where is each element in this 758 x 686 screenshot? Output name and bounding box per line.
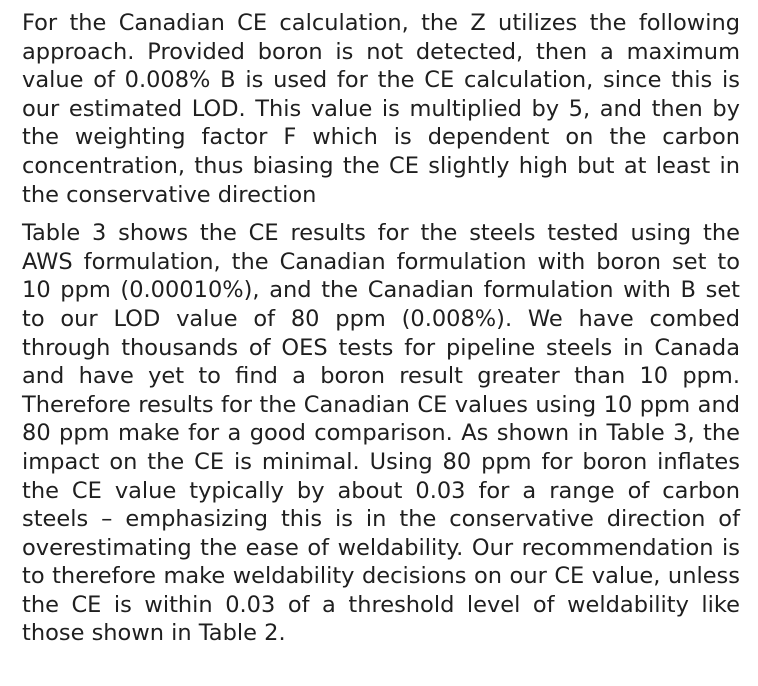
paragraph-canadian-ce-approach: For the Canadian CE calculation, the Z utilizes the following approach. Provided boron is not detected, then a maximum value of 0.008% B is used for the CE calculation, since this is our estimated LOD. This value is multiplied by 5, and then by the weighting factor F which is dependent on the carbon concentration, thus biasing the CE slightly high but at least in the conservative direction [22,10,740,208]
paragraph-table-3-results: Table 3 shows the CE results for the steels tested using the AWS formulation, the Canadian formulation with boron set to 10 ppm (0.00010%), and the Canadian formulation with B set to our LOD value of 80 ppm (0.008%). We have combed through thousands of OES tests for pipeline steels in Canada and have yet to find a boron result greater than 10 ppm. Therefore results for the Canadian CE values using 10 ppm and 80 ppm make for a good comparison. As shown in Table 3, the impact on the CE is minimal. Using 80 ppm for boron inflates the CE value typically by about 0.03 for a range of carbon steels – emphasizing this is in the conservative direction of overestimating the ease of weldability. Our recommendation is to therefore make weldability decisions on our CE value, unless the CE is within 0.03 of a threshold level of weldability like those shown in Table 2. [22,220,740,647]
document-body [22,9,740,648]
